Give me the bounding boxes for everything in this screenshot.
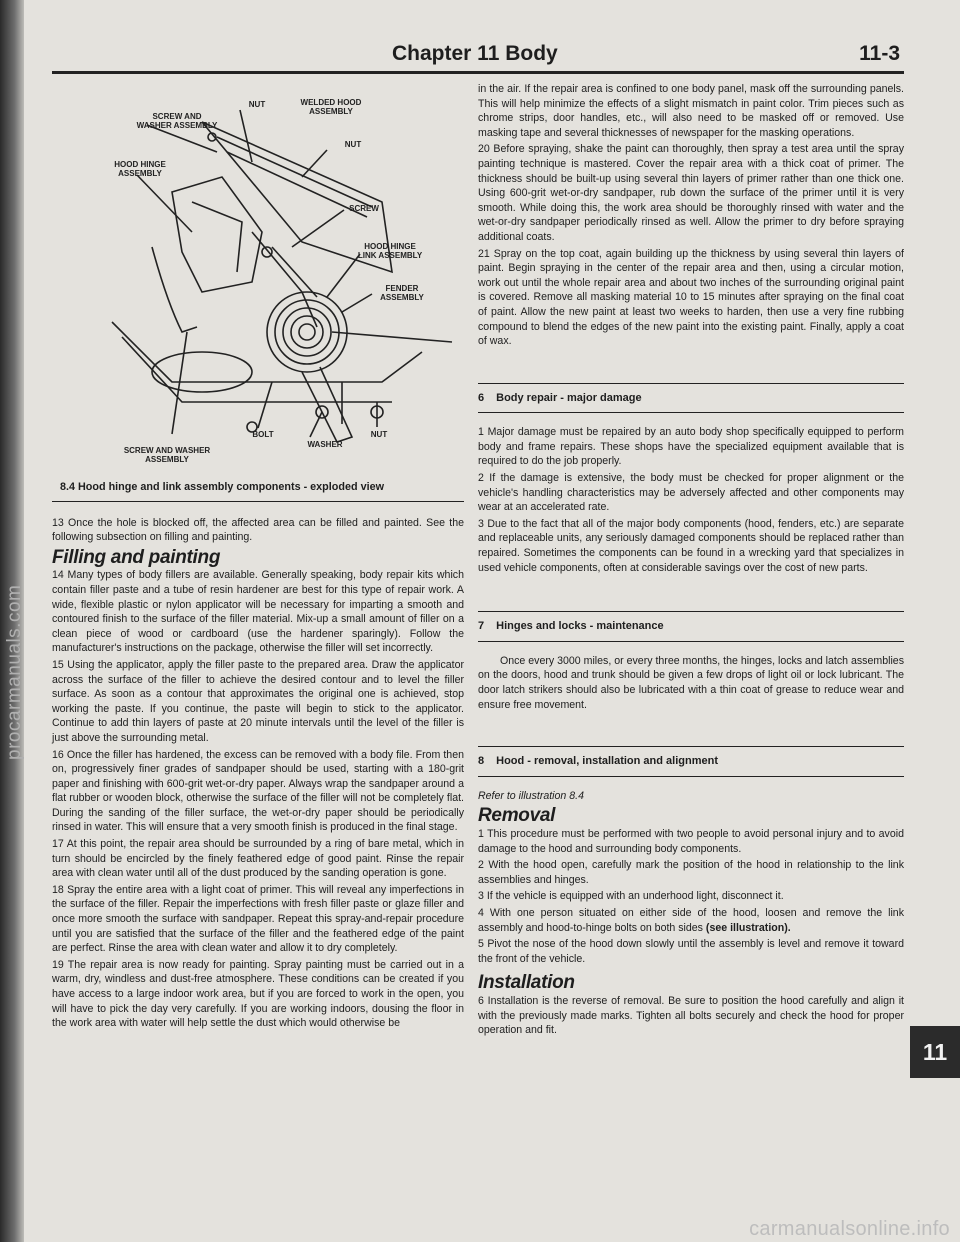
left-column (52, 82, 464, 1033)
page-header (52, 40, 904, 74)
paragraph-17: 17 At this point, the repair area should be surrounded by a ring of bare metal, which in turn should be encircled by the finely feathered edge of good paint. Rinse the repair area with clean water until all of the dust produced by the sanding operation is gone. (52, 838, 464, 880)
label-screw-washer-assembly: SCREW AND WASHER ASSEMBLY (136, 112, 218, 130)
paragraph-19: 19 The repair area is now ready for painting. Spray painting must be carried out in a warm, dry, windless and dust-free atmosphere. These conditions can be created if you have access to a large indoor work area, but if you are forced to work in the open, you will have to pick the day very carefully. If you are working indoors, dousing the floor in the work area with water will help settle the dust which would otherwise be (52, 958, 464, 1030)
section-heading-6 (478, 383, 904, 414)
label-hood-hinge-assembly: HOOD HINGE ASSEMBLY (114, 160, 166, 178)
label-washer: WASHER (307, 440, 343, 449)
header-rule (52, 71, 904, 74)
refer-to-illustration: Refer to illustration 8.4 (478, 789, 584, 802)
right-column (478, 82, 904, 1040)
section-number-8: 8 (478, 755, 485, 768)
section6-paragraph-1: 1 Major damage must be repaired by an auto body shop specifically equipped to perform body and frame repairs. These shops have the specialized equipment available that is required to do the job properly. (478, 426, 904, 468)
installation-step-6: 6 Installation is the reverse of removal. Be sure to position the hood carefully and align it with the previously made marks. Tighten all bolts securely and check the hood for proper operation and fit. (478, 994, 904, 1037)
paragraph-15: 15 Using the applicator, apply the filler paste to the prepared area. Draw the applicator across the surface of the filler to achieve the desired contour and to level the filler surface. As soon as a contour that approximates the original one is achieved, stop working the paste. If you continue, the paste will begin to stick to the applicator. Continue to add thin layers of paste at 20 minute intervals until the level of the filler is just above the surrounding metal. (52, 658, 464, 744)
paragraph-continued: in the air. If the repair area is confined to one body panel, mask off the surrounding panels. This will help minimize the effects of a slight mismatch in paint color. Trim pieces such as chrome strips, door handles, etc., will also need to be masked off or removed. Use masking tape and several thicknesses of newspaper for the masking operations. (478, 83, 904, 139)
label-nut-right: NUT (344, 140, 362, 149)
label-nut-bottom: NUT (370, 430, 388, 439)
see-illustration-ref: (see illustration). (705, 921, 791, 934)
label-hood-hinge-link-assembly: HOOD HINGE LINK ASSEMBLY (357, 242, 423, 260)
removal-step-1: 1 This procedure must be performed with two people to avoid personal injury and to avoid damage to the hood and surrounding body components. (478, 827, 904, 855)
section-number-7: 7 (478, 620, 485, 633)
chapter-thumb-tab: 11 (910, 1026, 960, 1078)
figure-caption: 8.4 Hood hinge and link assembly components - exploded view (52, 480, 464, 502)
label-nut-top: NUT (248, 100, 266, 109)
section6-paragraph-2: 2 If the damage is extensive, the body must be checked for proper alignment or the vehicle's handling characteristics may be adversely affected and other components may wear at an accelerated rate. (478, 472, 904, 514)
removal-step-4 (478, 906, 904, 935)
section-heading-8 (478, 746, 904, 777)
heading-filling-and-painting: Filling and painting (52, 546, 221, 568)
paragraph-18: 18 Spray the entire area with a light coat of primer. This will reveal any imperfections in the surface of the filler. Repair the imperfections with fresh filler paste or glaze filler and once more smooth the surface with sandpaper. Repeat this spray-and-repair procedure until you are satisfied that the surface of the filler and the feathered edge of the paint are perfect. Rinse the area with clean water and allow it to dry completely. (52, 883, 464, 955)
paragraph-13: 13 Once the hole is blocked off, the affected area can be filled and painted. See the following subsection on filling and painting. (52, 516, 464, 544)
bottom-watermark: carmanualsonline.info (749, 1218, 950, 1240)
figure-hood-hinge (52, 82, 464, 472)
hood-hinge-exploded-drawing (52, 82, 464, 472)
section-title-8: Hood - removal, installation and alignment (496, 755, 718, 768)
paragraph-21: 21 Spray on the top coat, again building up the thickness by using several thin layers of paint. Begin spraying in the center of the repair area and then, using a circular motion, work out until the whole repair area and about two inches of the surrounding original paint is covered. Remove all masking material 10 to 15 minutes after spraying on the final coat of paint. Allow the new paint at least two weeks to harden, then use a very fine rubbing compound to blend the edges of the new paint into the existing paint. Finally, apply a coat of wax. (478, 247, 904, 348)
removal-step-3: 3 If the vehicle is equipped with an underhood light, disconnect it. (478, 890, 784, 903)
label-welded-hood-assembly: WELDED HOOD ASSEMBLY (300, 98, 362, 116)
label-screw: SCREW (349, 204, 379, 213)
section-heading-7 (478, 611, 904, 642)
removal-step-5: 5 Pivot the nose of the hood down slowly until the assembly is level and remove it toward the front of the vehicle. (478, 938, 904, 965)
label-screw-washer-assembly-bottom: SCREW AND WASHER ASSEMBLY (123, 446, 211, 464)
heading-installation: Installation (478, 972, 575, 994)
section6-paragraph-3: 3 Due to the fact that all of the major body components (hood, fenders, etc.) are separate and replaceable units, any seriously damaged components should be replaced rather than repaired. Sometimes the components can be found in a wrecking yard that specializes in used vehicle components, often at considerable savings over the cost of new parts. (478, 517, 904, 574)
chapter-title: Chapter 11 Body (392, 42, 558, 65)
paragraph-20: 20 Before spraying, shake the paint can thoroughly, then spray a test area until the spray painting technique is mastered. Cover the repair area with a thick coat of primer. The thickness should be built-up using several thin layers of primer rather than one thick one. Using 600-grit wet-or-dry sandpaper, rub down the surface of the primer until it is very smooth. While doing this, the work area should be thoroughly rinsed with water and the wet-or-dry sandpaper periodically rinsed as well. Allow the primer to dry before spraying additional coats. (478, 143, 904, 243)
paragraph-14: 14 Many types of body fillers are available. Generally speaking, body repair kits which contain filler paste and a tube of resin hardener are best for this type of repair work. A wide, flexible plastic or nylon applicator will be necessary for imparting a smooth and contoured finish to the surface of the filler material. Mix-up a small amount of filler on a clean piece of wood or cardboard (use the hardener sparingly). Follow the manufacturer's instructions on the package, otherwise the filler will set incorrectly. (52, 569, 464, 655)
page-number: 11-3 (859, 42, 900, 65)
section-title-7: Hinges and locks - maintenance (496, 620, 664, 633)
label-bolt: BOLT (252, 430, 274, 439)
section7-paragraph-1: Once every 3000 miles, or every three months, the hinges, locks and latch assemblies on the doors, hood and trunk should be given a few drops of light oil or lock lubricant. The door latch strikers should also be lubricated with a thin coat of grease to reduce wear and ensure free movement. (478, 654, 904, 711)
removal-step-4-text: 4 With one person situated on either side of the hood, loosen and remove the link assembly and hood-to-hinge bolts on both sides (478, 906, 904, 934)
side-watermark: procarmanuals.com (4, 584, 25, 760)
label-fender-assembly: FENDER ASSEMBLY (380, 284, 424, 302)
section-title-6: Body repair - major damage (496, 391, 642, 404)
paragraph-16: 16 Once the filler has hardened, the excess can be removed with a body file. From then on, progressively finer grades of sandpaper should be used, starting with a 180-grit paper and finishing with 600-grit wet-or-dry paper. Always wrap the sandpaper around a flat rubber or wooden block, otherwise the surface of the filler will not be completely flat. During the sanding of the filler surface, the wet-or-dry paper should be periodically rinsed in water. This will ensure that a very smooth finish is produced in the final stage. (52, 748, 464, 834)
section-number-6: 6 (478, 391, 485, 404)
removal-step-2: 2 With the hood open, carefully mark the position of the hood in relationship to the link assemblies and hinges. (478, 859, 904, 886)
heading-removal: Removal (478, 805, 556, 827)
